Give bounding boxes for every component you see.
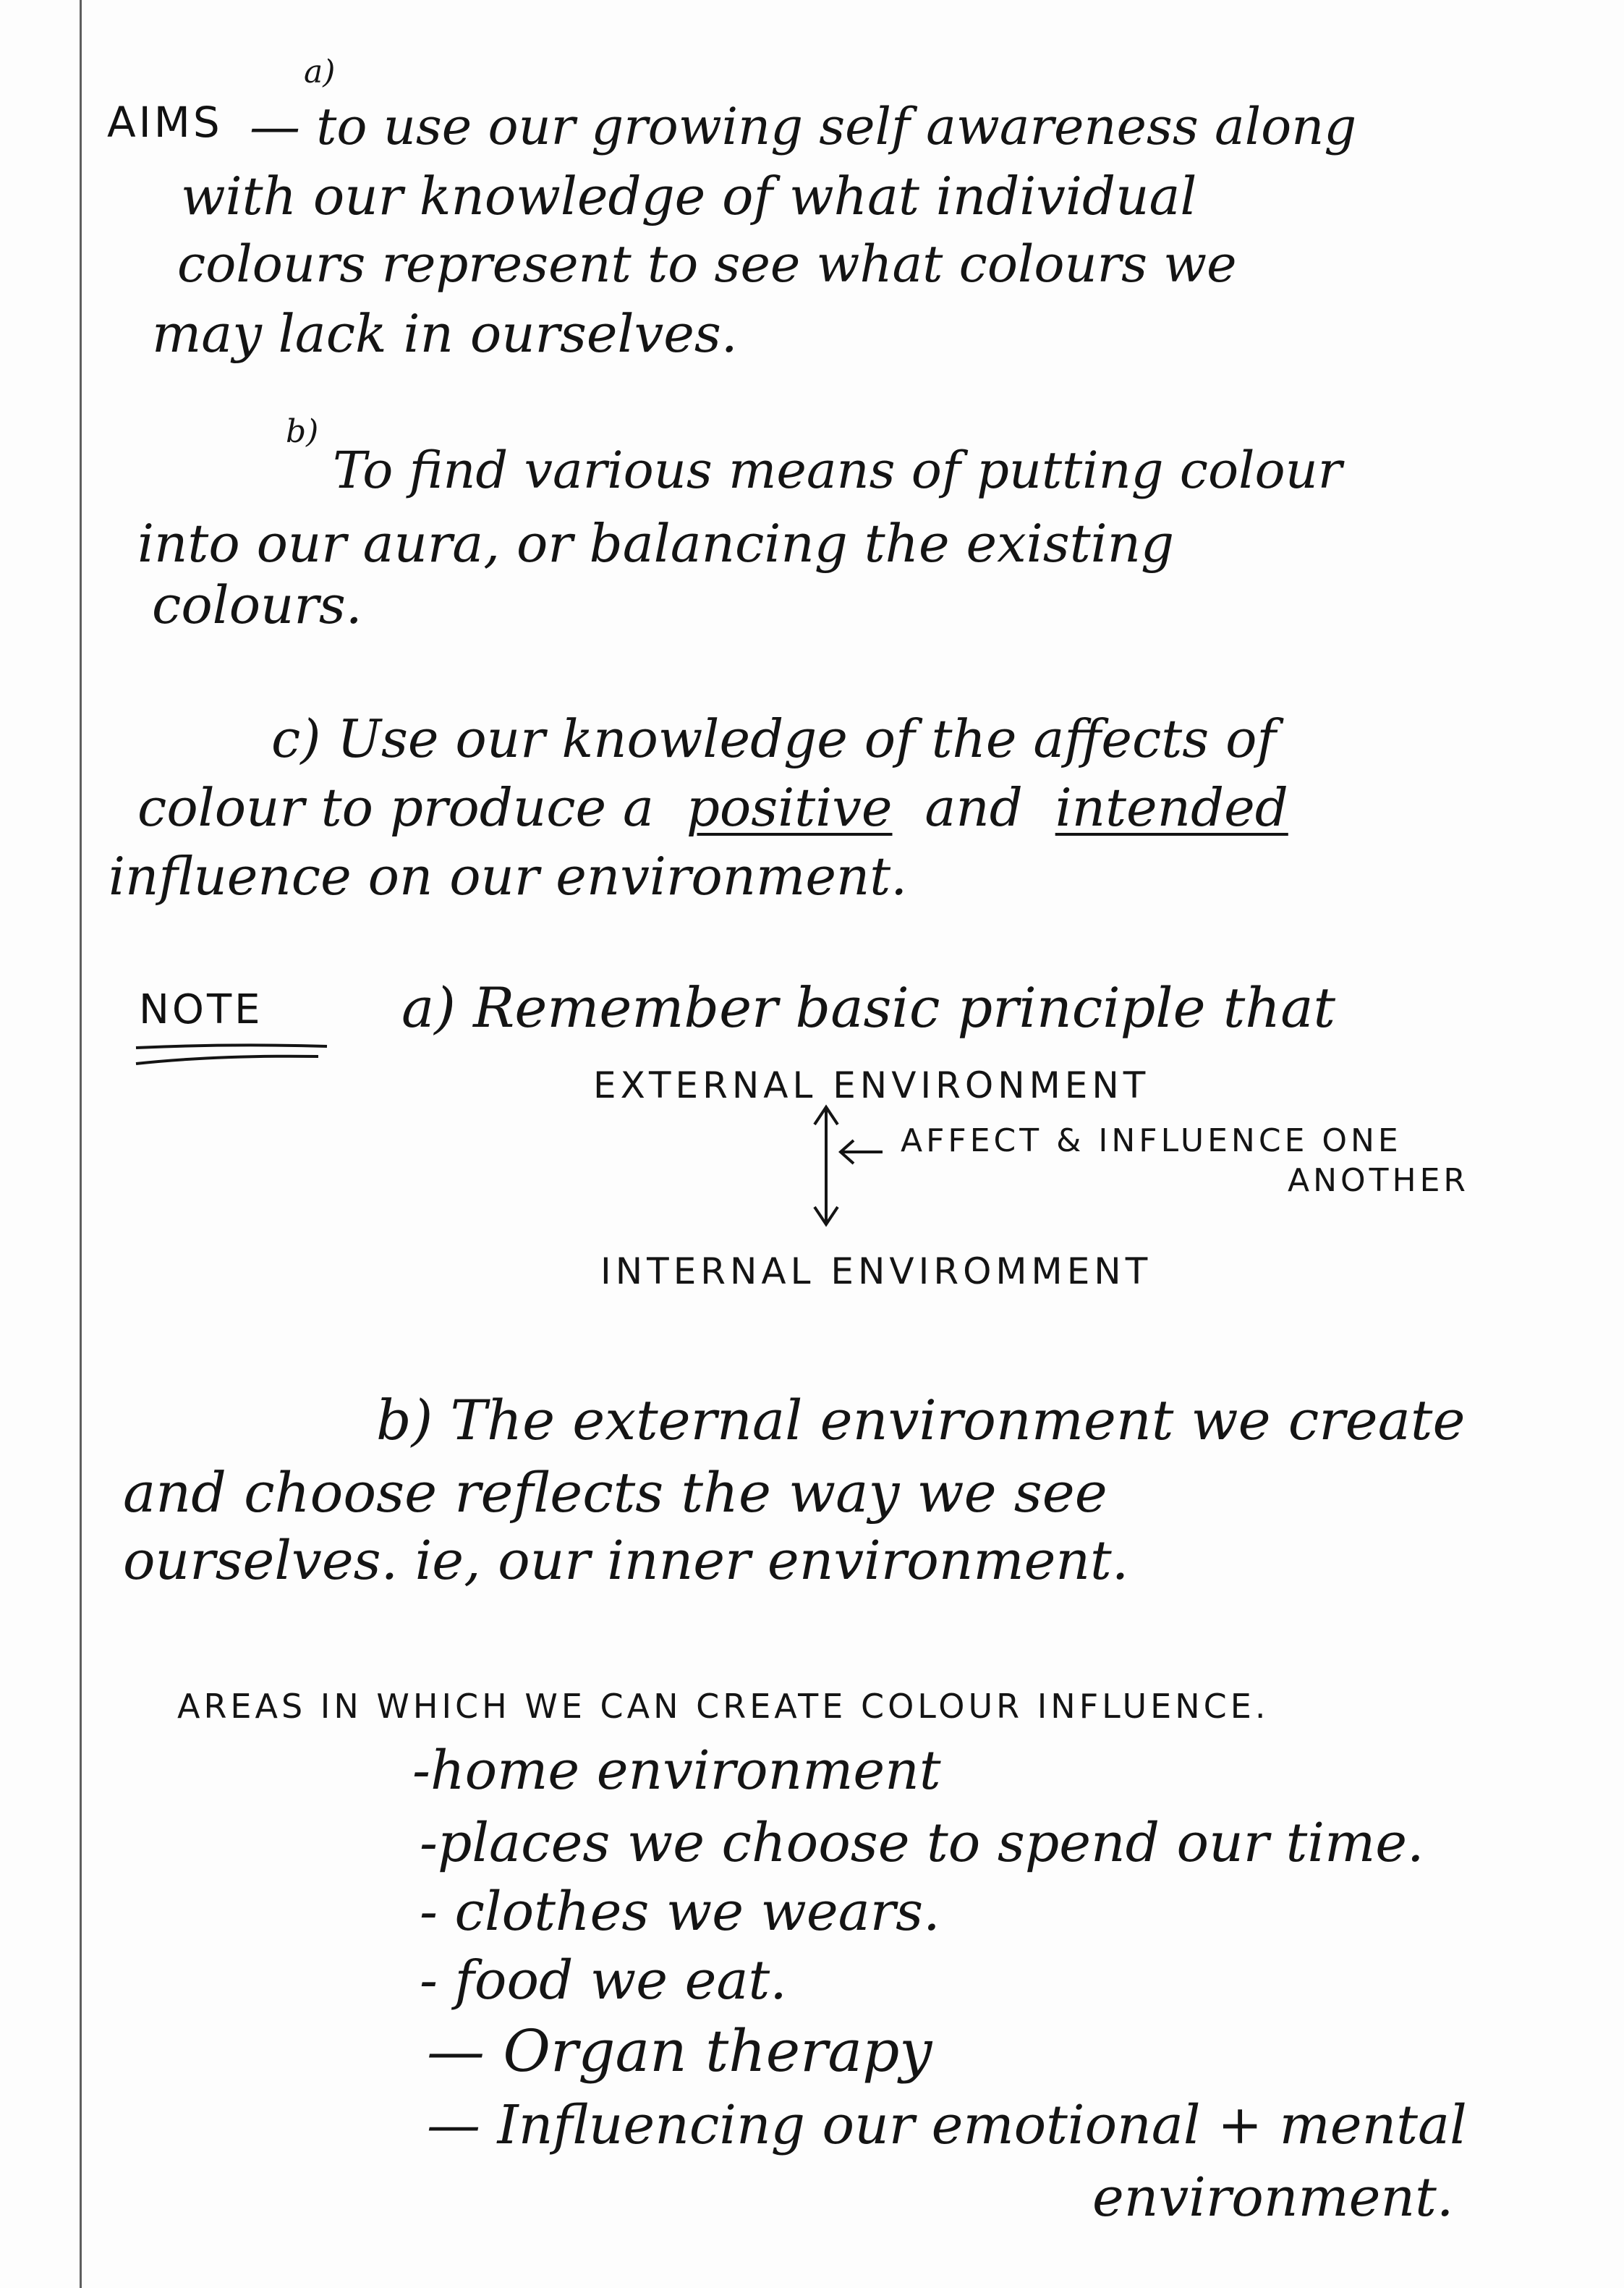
areas-item-food: - food we eat. xyxy=(420,1949,787,2012)
areas-heading: AREAS IN WHICH WE CAN CREATE COLOUR INFLUENCE. xyxy=(177,1687,1270,1726)
note-affect-line-2: ANOTHER xyxy=(1288,1162,1469,1199)
areas-item-influencing: — Influencing our emotional + mental xyxy=(427,2094,1467,2156)
areas-item-clothes: - clothes we wears. xyxy=(420,1881,940,1943)
note-double-underline xyxy=(130,1042,333,1071)
note-external-environment: EXTERNAL ENVIRONMENT xyxy=(593,1064,1150,1106)
aims-a-line-4: may lack in ourselves. xyxy=(152,303,738,364)
aims-c-intended: intended xyxy=(1055,777,1288,838)
aims-b-line-3: colours. xyxy=(152,575,362,635)
note-a-line: a) Remember basic principle that xyxy=(401,975,1336,1040)
aims-c-line-3: influence on our environment. xyxy=(109,846,908,907)
aims-a-line-1: — to use our growing self awareness along xyxy=(250,97,1357,156)
aims-b-line-2: into our aura, or balancing the existing xyxy=(137,513,1175,574)
aims-c-and: and xyxy=(924,777,1023,838)
areas-item-environment: environment. xyxy=(1092,2166,1454,2229)
note-b-line-1: b) The external environment we create xyxy=(376,1388,1466,1452)
note-b-line-3: ourselves. ie, our inner environment. xyxy=(123,1530,1129,1592)
aims-b-marker: b) xyxy=(286,413,319,450)
areas-item-home: -home environment xyxy=(412,1740,941,1802)
areas-item-places: -places we choose to spend our time. xyxy=(420,1812,1424,1874)
aims-c-positive: positive xyxy=(686,777,893,838)
aims-b-line-1: To find various means of putting colour xyxy=(333,441,1343,500)
aims-c-line-2 xyxy=(137,777,1288,838)
aims-label: AIMS xyxy=(107,98,223,147)
aims-a-line-2: with our knowledge of what individual xyxy=(181,166,1197,226)
aims-c-line-2-start: colour to produce a xyxy=(137,777,654,838)
note-label: NOTE xyxy=(139,986,263,1033)
aims-a-line-3: colours represent to see what colours we xyxy=(177,234,1237,294)
note-b-line-2: and choose reflects the way we see xyxy=(123,1460,1108,1525)
aims-c-line-1: c) Use our knowledge of the affects of xyxy=(271,708,1277,769)
note-affect-line-1: AFFECT & INFLUENCE ONE xyxy=(901,1122,1402,1159)
note-internal-environment: INTERNAL ENVIROMMENT xyxy=(600,1250,1152,1292)
areas-item-organ: — Organ therapy xyxy=(427,2017,932,2085)
left-margin-line xyxy=(80,0,82,2288)
aims-a-marker: a) xyxy=(304,54,336,90)
double-arrow-icon xyxy=(796,1100,890,1237)
